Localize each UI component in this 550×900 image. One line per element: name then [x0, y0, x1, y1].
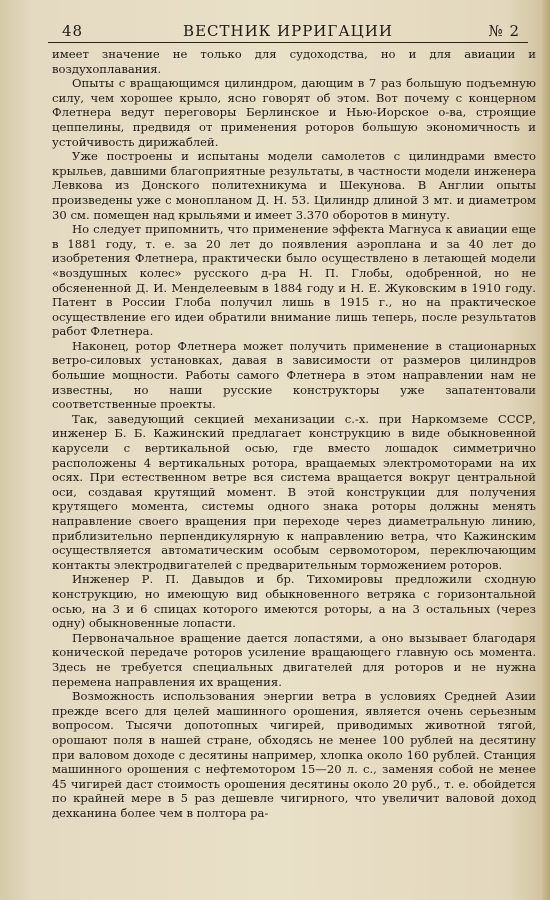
page-edge [542, 0, 550, 900]
paragraph: имеет значение не только для судоходства, но и для авиации и воздухоплавания. [52, 47, 536, 76]
journal-title: ВЕСТНИК ИРРИГАЦИИ [183, 22, 393, 40]
paragraph: Первоначальное вращение дается лопастями, а оно вызывает благодаря конической передаче роторов усиление вращающего главную ось момента. Здесь не требуется специальных двигателей для роторов и не нужна перемена направления их вращения. [52, 630, 536, 689]
paragraph: Но следует припомнить, что применение эффекта Магнуса к авиации еще в 1881 году, т. е. за 20 лет до появления аэроплана и за 40 лет до изобретения Флетнера, практически было осуществлено в летающей модели «воздушных колес» русского д-ра Н. П. Глобы, одобренной, но не обсяененной Д. И. Менделеевым в 1884 году и Н. Е. Жуковским в 1910 году. Патент в России Глоба получил лишь в 1915 г., но на практическое осуществление его идеи обратили внимание лишь теперь, после результатов работ Флетнера. [52, 222, 536, 339]
paragraph: Возможность использования энергии ветра в условиях Средней Азии прежде всего для целей машинного орошения, является очень серьезным вопросом. Тысячи допотопных чигирей, приводимых животной тягой, орошают поля в нашей стране, обходясь не менее 100 рублей на десятину при валовом доходе с десятины например, хлопка около 160 рублей. Станция машинного орошения с нефтемотором 15—20 л. с., заменяя собой не менее 45 чигирей даст стоимость орошения десятины около 20 руб., т. е. обойдется по крайней мере в 5 раз дешевле чигирного, что увеличит валовой доход дехканина более чем в полтора ра- [52, 689, 536, 820]
article-body [52, 47, 536, 820]
paragraph: Уже построены и испытаны модели самолетов с цилиндрами вместо крыльев, давшими благоприятные результаты, в частности модели инженера Левкова из Донского политехникума и Шекунова. В Англии опыты произведены уже с монопланом Д. Н. 53. Цилиндр длиной 3 мт. и диаметром 30 см. помещен над крыльями и имеет 3.370 оборотов в минуту. [52, 149, 536, 222]
page-number: 48 [62, 22, 84, 40]
paragraph: Наконец, ротор Флетнера может получить применение в стационарных ветро-силовых установках, давая в зависимости от размеров цилиндров большие мощности. Работы самого Флетнера в этом направлении нам не известны, но наши русские конструкторы уже запатентовали соответственные проекты. [52, 338, 536, 412]
issue-number: № 2 [488, 22, 520, 40]
paragraph: Инженер Р. П. Давыдов и бр. Тихомировы предложили сходную конструкцию, но имеющую вид обыкновенного ветряка с горизонтальной осью, на 3 и 6 спицах которого имеются роторы, а на 3 остальных (через одну) обыкновенные лопасти. [52, 572, 536, 631]
paragraph: Так, заведующий секцией механизации с.-х. при Наркомземе СССР, инженер Б. Б. Кажинский предлагает конструкцию в виде обыкновенной карусели с вертикальной осью, где вместо лошадок симметрично расположены 4 вертикальных ротора, вращаемых электромоторами на их осях. При естественном ветре вся система вращается вокруг центральной оси, создавая крутящий момент. В этой конструкции для получения крутящего момента, системы одного знака роторы должны менять направление своего вращения при переходе через диаметральную линию, приблизительно перпендикулярную к направлению ветра, что Кажинским осуществляется автоматическим особым сервомотором, переключающим контакты электродвигателей с предварительным торможением роторов. [52, 411, 536, 572]
paragraph: Опыты с вращающимся цилиндром, дающим в 7 раз большую подъемную силу, чем хорошее крыло, ясно говорят об этом. Вот почему с концерном Флетнера ведут переговоры Берлинское и Нью-Иорское о-ва, строящие цеппелины, предвидя от применения роторов большую экономичность и устойчивость дирижаблей. [52, 76, 536, 149]
page-header [48, 20, 528, 43]
